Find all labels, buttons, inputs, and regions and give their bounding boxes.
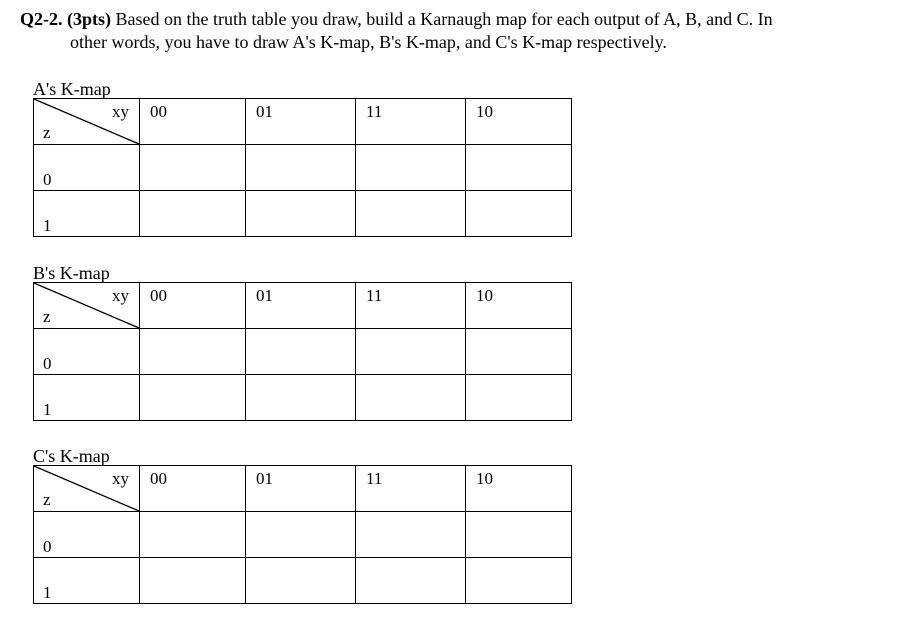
column-header: 01 (256, 286, 273, 305)
kmap-title: A's K-map (33, 79, 111, 99)
kmap-cell (356, 512, 466, 558)
kmap-grid (33, 98, 572, 237)
kmap-row (34, 512, 572, 558)
kmap-row (34, 558, 572, 604)
row-header-cell (34, 558, 140, 604)
column-header-cell (466, 283, 572, 329)
column-header-cell (246, 99, 356, 145)
row-header: 0 (43, 354, 52, 373)
row-header: 1 (43, 583, 52, 602)
kmap-cell (356, 191, 466, 237)
kmap-row (34, 375, 572, 421)
kmap-cell (246, 512, 356, 558)
column-header-cell (246, 466, 356, 512)
row-header: 0 (43, 537, 52, 556)
row-header: 0 (43, 170, 52, 189)
kmap-cell (246, 191, 356, 237)
kmap-grid (33, 282, 572, 421)
question-id: Q2-2. (3pts) (20, 9, 111, 29)
question-line2: other words, you have to draw A's K-map, B's K-map, and C's K-map respectively. (70, 32, 667, 52)
column-header: 11 (366, 102, 383, 121)
kmap-cell (140, 375, 246, 421)
column-header: 11 (366, 469, 383, 488)
kmap-row (34, 329, 572, 375)
column-header-cell (140, 283, 246, 329)
kmap-cell (466, 191, 572, 237)
kmap-cell (466, 512, 572, 558)
kmap-row (34, 191, 572, 237)
kmap-corner-cell (34, 466, 140, 512)
kmap-cell (466, 329, 572, 375)
kmap-cell (466, 558, 572, 604)
kmap-grid (33, 465, 572, 604)
kmap-cell (246, 558, 356, 604)
kmap-corner-cell (34, 283, 140, 329)
question-text (20, 8, 880, 54)
kmap-cell (466, 375, 572, 421)
row-header-cell (34, 512, 140, 558)
kmap-cell (356, 329, 466, 375)
column-header: 11 (366, 286, 383, 305)
kmap-cell (140, 329, 246, 375)
question-line1: Based on the truth table you draw, build a Karnaugh map for each output of A, B, and C. In (111, 9, 773, 29)
kmap-cell (140, 558, 246, 604)
column-variable-label: xy (112, 102, 129, 121)
column-header: 10 (476, 469, 493, 488)
row-header-cell (34, 145, 140, 191)
row-header-cell (34, 375, 140, 421)
column-header-cell (140, 99, 246, 145)
column-header: 10 (476, 102, 493, 121)
column-header-cell (466, 99, 572, 145)
row-variable-label: z (43, 307, 51, 326)
kmap-cell (246, 329, 356, 375)
kmap-header-row (34, 466, 572, 512)
row-header-cell (34, 329, 140, 375)
kmap-title: C's K-map (33, 446, 110, 466)
column-header-cell (356, 283, 466, 329)
kmap-header-row (34, 283, 572, 329)
kmap-cell (246, 375, 356, 421)
column-header-cell (356, 99, 466, 145)
column-variable-label: xy (112, 286, 129, 305)
kmap-header-row (34, 99, 572, 145)
kmap-cell (246, 145, 356, 191)
column-header: 00 (150, 469, 167, 488)
kmap-cell (356, 145, 466, 191)
column-header: 00 (150, 102, 167, 121)
row-header: 1 (43, 216, 52, 235)
column-header-cell (356, 466, 466, 512)
kmap-cell (140, 145, 246, 191)
column-header: 01 (256, 102, 273, 121)
kmap-cell (356, 375, 466, 421)
kmap-title: B's K-map (33, 263, 110, 283)
row-variable-label: z (43, 490, 51, 509)
column-variable-label: xy (112, 469, 129, 488)
row-variable-label: z (43, 123, 51, 142)
row-header-cell (34, 191, 140, 237)
row-header: 1 (43, 400, 52, 419)
column-header-cell (246, 283, 356, 329)
kmap-row (34, 145, 572, 191)
column-header: 10 (476, 286, 493, 305)
kmap-cell (140, 512, 246, 558)
column-header: 00 (150, 286, 167, 305)
kmap-cell (356, 558, 466, 604)
column-header-cell (140, 466, 246, 512)
column-header-cell (466, 466, 572, 512)
kmap-cell (140, 191, 246, 237)
kmap-corner-cell (34, 99, 140, 145)
column-header: 01 (256, 469, 273, 488)
kmap-cell (466, 145, 572, 191)
